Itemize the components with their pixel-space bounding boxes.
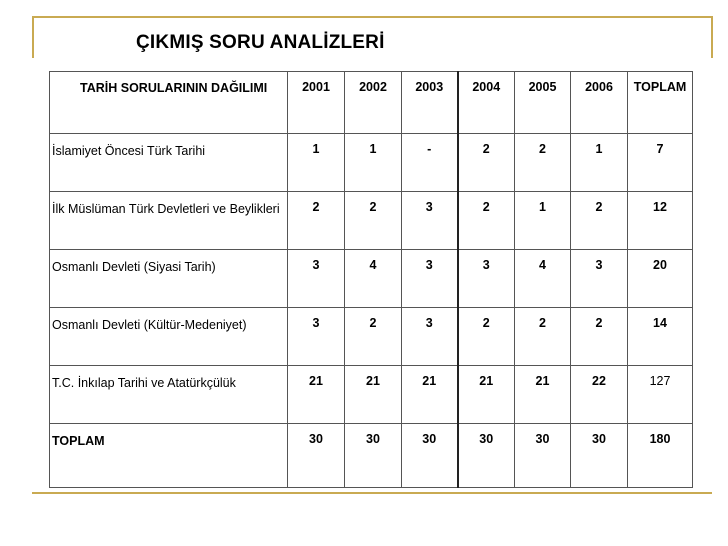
cell: 3 xyxy=(458,250,515,308)
cell: 3 xyxy=(402,308,458,366)
cell-total: 180 xyxy=(628,424,693,488)
cell-total: 7 xyxy=(628,134,693,192)
cell: 2 xyxy=(345,308,402,366)
col-header-toplam: TOPLAM xyxy=(628,72,693,134)
page-title: ÇIKMIŞ SORU ANALİZLERİ xyxy=(136,32,385,53)
cell: 21 xyxy=(458,366,515,424)
row-label: T.C. İnkılap Tarihi ve Atatürkçülük xyxy=(50,366,288,424)
cell: 2 xyxy=(515,134,571,192)
table-total-row xyxy=(50,424,693,488)
col-header-2003: 2003 xyxy=(402,72,458,134)
cell: 21 xyxy=(288,366,345,424)
row-label: Osmanlı Devleti (Kültür-Medeniyet) xyxy=(50,308,288,366)
cell: 1 xyxy=(345,134,402,192)
col-header-2002: 2002 xyxy=(345,72,402,134)
cell: 21 xyxy=(515,366,571,424)
cell: 30 xyxy=(402,424,458,488)
cell-total: 20 xyxy=(628,250,693,308)
col-header-2005: 2005 xyxy=(515,72,571,134)
cell: 21 xyxy=(345,366,402,424)
table-row xyxy=(50,192,693,250)
frame-top-line xyxy=(32,16,712,18)
header-label: TARİH SORULARININ DAĞILIMI xyxy=(50,72,288,134)
cell: 21 xyxy=(402,366,458,424)
table-header-row xyxy=(50,72,693,134)
frame-bottom-line xyxy=(32,492,712,494)
cell: 30 xyxy=(458,424,515,488)
cell: 3 xyxy=(571,250,628,308)
row-label: İslamiyet Öncesi Türk Tarihi xyxy=(50,134,288,192)
cell: 22 xyxy=(571,366,628,424)
frame-left-line xyxy=(32,16,34,58)
cell: 1 xyxy=(515,192,571,250)
frame-right-line xyxy=(711,16,713,58)
cell-total: 14 xyxy=(628,308,693,366)
cell: 3 xyxy=(402,250,458,308)
row-label: İlk Müslüman Türk Devletleri ve Beylikleri xyxy=(50,192,288,250)
table-row xyxy=(50,134,693,192)
table-row xyxy=(50,308,693,366)
cell: 2 xyxy=(571,308,628,366)
cell: 30 xyxy=(345,424,402,488)
col-header-2006: 2006 xyxy=(571,72,628,134)
row-label-total: TOPLAM xyxy=(50,424,288,488)
cell: 4 xyxy=(515,250,571,308)
cell: 30 xyxy=(571,424,628,488)
cell-total: 127 xyxy=(628,366,693,424)
analysis-table xyxy=(49,71,693,488)
cell: 2 xyxy=(458,192,515,250)
cell: 2 xyxy=(345,192,402,250)
col-header-2004: 2004 xyxy=(458,72,515,134)
table-row xyxy=(50,250,693,308)
row-label: Osmanlı Devleti (Siyasi Tarih) xyxy=(50,250,288,308)
cell: 3 xyxy=(402,192,458,250)
cell: - xyxy=(402,134,458,192)
cell: 30 xyxy=(288,424,345,488)
cell: 3 xyxy=(288,308,345,366)
cell: 2 xyxy=(458,134,515,192)
cell: 2 xyxy=(458,308,515,366)
cell: 4 xyxy=(345,250,402,308)
table-row xyxy=(50,366,693,424)
cell: 2 xyxy=(515,308,571,366)
cell: 3 xyxy=(288,250,345,308)
cell: 30 xyxy=(515,424,571,488)
cell: 2 xyxy=(571,192,628,250)
cell-total: 12 xyxy=(628,192,693,250)
col-header-2001: 2001 xyxy=(288,72,345,134)
cell: 1 xyxy=(288,134,345,192)
cell: 2 xyxy=(288,192,345,250)
cell: 1 xyxy=(571,134,628,192)
